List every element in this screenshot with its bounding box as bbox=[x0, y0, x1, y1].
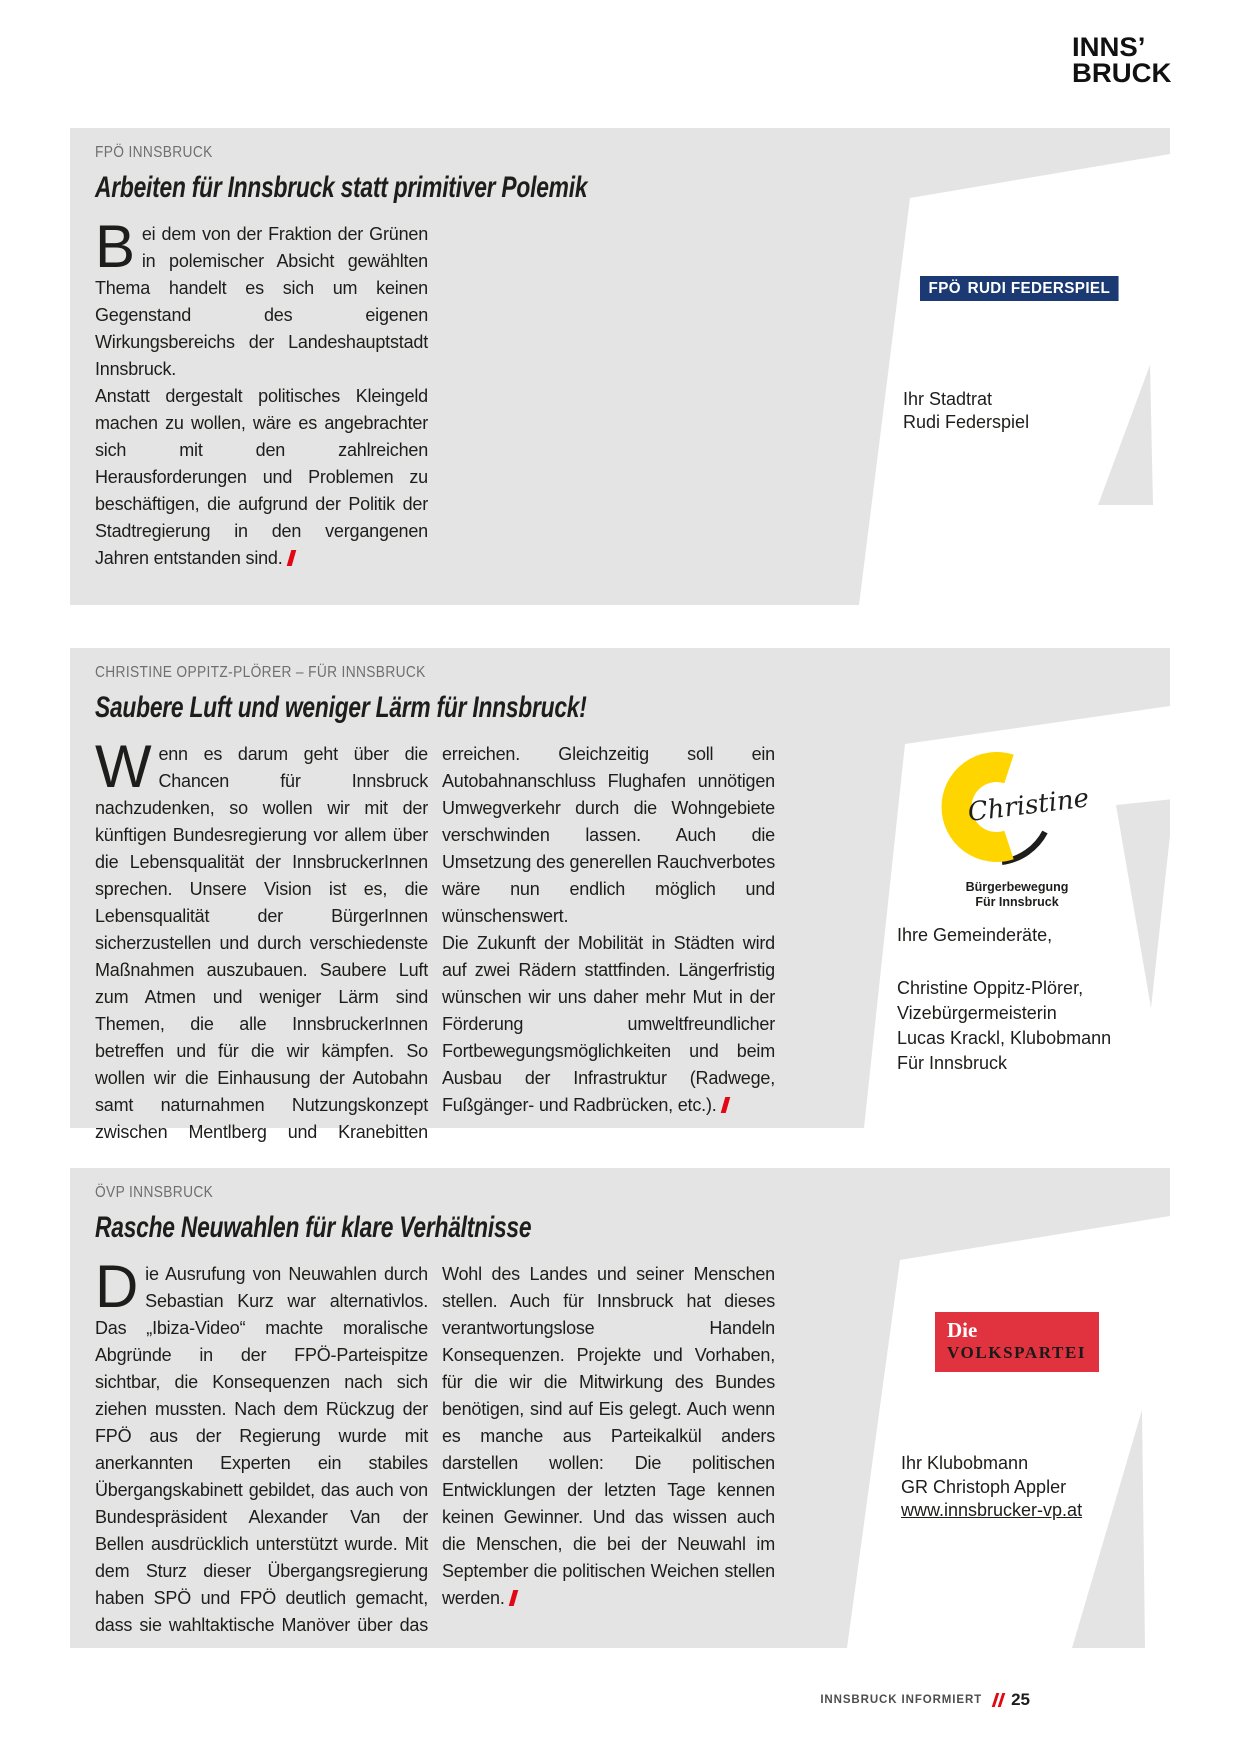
fpoe-federspiel-logo: FPÖ RUDI FEDERSPIEL bbox=[920, 276, 1119, 301]
article-content bbox=[95, 144, 779, 572]
paragraph: Wenn es darum geht über die Chancen für Innsbruck nachzudenken, so wollen wir mit der künftigen Bundesregierung vor allem über die Lebensqualität der InnsbruckerInnen sprechen. Unsere Vision ist es, die Lebensqualität der BürgerInnen sicherzustellen und durch verschiedenste Maßnahmen auszubauen. Saubere Luft zum Atmen und weniger Lärm sind Themen, die alle InnsbruckerInnen betreffen und für die wir kämpfen. So wollen wir die Einhausung der Autobahn samt naturnahmen Nutzungskonzept zwischen Mentlberg und Kranebitten erreichen. Gleichzeitig soll ein Autobahnanschluss Flughafen unnötigen Umwegverkehr durch die Wohngebiete verschwinden lassen. Auch die Umsetzung des generellen Rauchverbotes wäre nun endlich möglich und wünschenswert. bbox=[95, 733, 775, 1142]
kicker: ÖVP INNSBRUCK bbox=[95, 1184, 214, 1201]
article-body bbox=[95, 213, 428, 572]
innsbruck-logo-line1: INNS’ bbox=[1072, 32, 1146, 62]
paragraph: Die Ausrufung von Neuwahlen durch Sebastian Kurz war alternativlos. Das „Ibiza-Video“ machte moralische Abgründe in der FPÖ-Parteispitze sichtbar, die Konsequenzen nach sich ziehen mussten. Nach dem Rückzug der FPÖ aus der Regierung wurde mit anerkannten Experten ein stabiles Übergangskabinett gebildet, das auch von Bundespräsident Alexander Van der Bellen ausdrücklich unterstützt wurde. Mit dem Sturz dieser Übergangsregierung haben SPÖ und FPÖ deutlich gemacht, dass sie wahltaktische Manöver über das Wohl des Landes und seiner Menschen stellen. Auch für Innsbruck hat dieses verantwortungslose Handeln Konsequenzen. Projekte und Vorhaben, für die wir die Mitwirkung des Bundes benötigen, sind auf Eis gelegt. Auch wenn es manche aus Parteikalkül anders darstellen wollen: Die politischen Entwicklungen der letzten Tage kennen keinen Gewinner. Und das wissen auch die Menschen, die bei der Neuwahl im September die politischen Weichen stellen werden. bbox=[95, 1253, 775, 1635]
article-oevp bbox=[70, 1168, 1170, 1648]
article-end-mark-icon bbox=[286, 550, 296, 566]
article-content bbox=[95, 1184, 779, 1639]
article-body bbox=[95, 733, 775, 1146]
article-headline: Rasche Neuwahlen für klare Verhältnisse bbox=[95, 1211, 532, 1244]
signoff-fuer-innsbruck: Christine Oppitz-Plörer, Vizebürgermeisterin Lucas Krackl, Klubobmann Für Innsbruck bbox=[897, 978, 1112, 1073]
dropcap: B bbox=[95, 213, 135, 280]
signoff-oevp: Ihr Klubobmann GR Christoph Appler www.innsbrucker-vp.at bbox=[901, 1453, 1083, 1520]
article-headline: Arbeiten für Innsbruck statt primitiver Polemik bbox=[95, 171, 588, 204]
signoff-fpoe: Ihr Stadtrat Rudi Federspiel bbox=[903, 389, 1030, 432]
kicker: FPÖ INNSBRUCK bbox=[95, 144, 213, 161]
innsbrucker-vp-link[interactable]: www.innsbrucker-vp.at bbox=[901, 1500, 1083, 1520]
christine-script: Christine bbox=[966, 783, 1091, 828]
dropcap: D bbox=[95, 1253, 139, 1320]
kicker: CHRISTINE OPPITZ-PLÖRER – FÜR INNSBRUCK bbox=[95, 664, 426, 681]
signoff-intro: Ihre Gemeinderäte, bbox=[897, 925, 1053, 945]
article-content bbox=[95, 664, 779, 1146]
page-number: 25 bbox=[1011, 1690, 1030, 1709]
article-fuer-innsbruck bbox=[70, 648, 1170, 1142]
article-headline: Saubere Luft und weniger Lärm für Innsbruck! bbox=[95, 691, 587, 724]
christine-logo-caption: Bürgerbewegung Für Innsbruck bbox=[965, 880, 1069, 909]
article-fpoe bbox=[70, 128, 1170, 605]
paragraph: Bei dem von der Fraktion der Grünen in polemischer Absicht gewählten Thema handelt es sich um keinen Gegenstand des eigenen Wirkungsbereichs der Landeshauptstadt Innsbruck. bbox=[95, 213, 428, 379]
volkspartei-logo: Die VOLKSPARTEI bbox=[935, 1312, 1099, 1372]
dropcap: W bbox=[95, 733, 152, 800]
article-body bbox=[95, 1253, 775, 1639]
paragraph: Die Zukunft der Mobilität in Städten wird auf zwei Rädern stattfinden. Längerfristig wünschen wir uns daher mehr Mut in der Förderung umweltfreundlicher Fortbewegungsmöglichkeiten und beim Ausbau der Infrastruktur (Radwege, Fußgänger- und Radbrücken, etc.). bbox=[442, 933, 775, 1115]
christine-c-logo bbox=[936, 744, 1101, 880]
innsbruck-logo bbox=[1072, 34, 1171, 86]
article-end-mark-icon bbox=[720, 1097, 730, 1113]
article-end-mark-icon bbox=[508, 1590, 518, 1606]
footer-slash-icon bbox=[998, 1693, 1006, 1707]
magazine-name: INNSBRUCK INFORMIERT bbox=[820, 1694, 983, 1706]
page-footer bbox=[0, 1690, 1030, 1710]
paragraph: Anstatt dergestalt politisches Kleingeld machen zu wollen, wäre es angebrachter sich mit den zahlreichen Herausforderungen und Problemen zu beschäftigen, die aufgrund der Politik der Stadtregierung in den vergangenen Jahren entstanden sind. bbox=[95, 386, 428, 568]
innsbruck-logo-line2: BRUCK bbox=[1072, 58, 1172, 88]
